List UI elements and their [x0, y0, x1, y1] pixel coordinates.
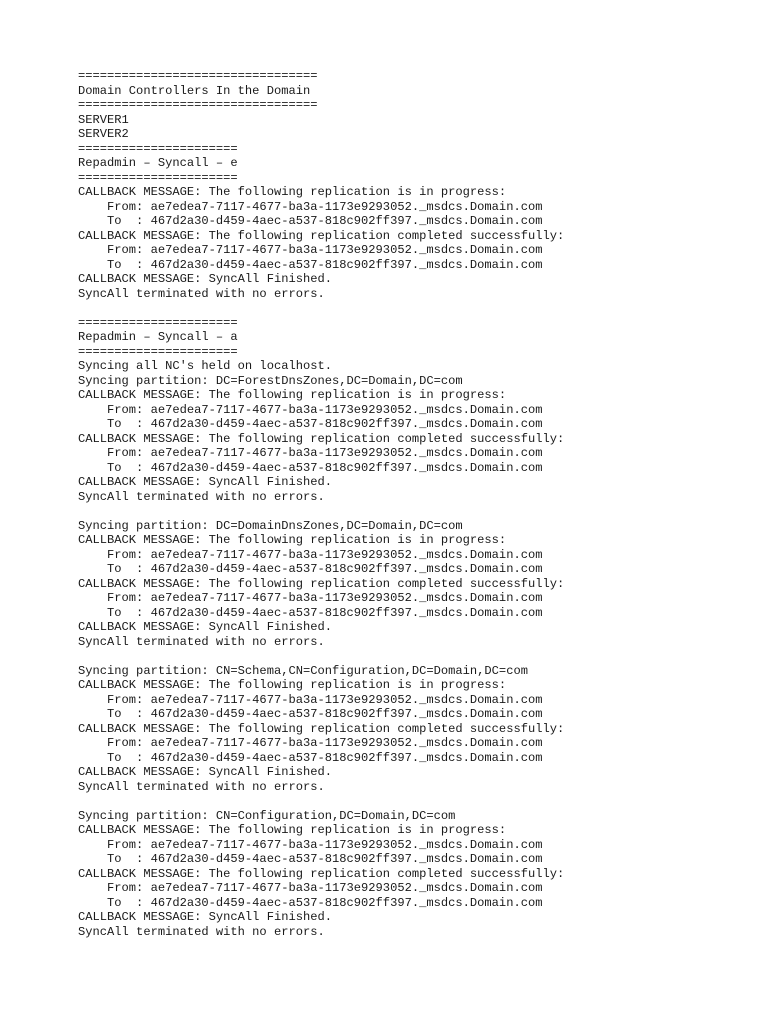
replication-endpoint-line: To : 467d2a30-d459-4aec-a537-818c902ff397._msdcs.Domain.com: [78, 562, 543, 576]
sync-result-line: SyncAll terminated with no errors.: [78, 634, 325, 649]
separator-line: ======================: [78, 344, 238, 359]
separator-line: =================================: [78, 69, 318, 83]
callback-message-line: CALLBACK MESSAGE: SyncAll Finished.: [78, 765, 333, 779]
callback-message-line: CALLBACK MESSAGE: SyncAll Finished.: [78, 475, 333, 489]
replication-endpoint-line: To : 467d2a30-d459-4aec-a537-818c902ff397._msdcs.Domain.com: [78, 257, 543, 272]
replication-endpoint-line: To : 467d2a30-d459-4aec-a537-818c902ff397._msdcs.Domain.com: [78, 852, 543, 866]
replication-endpoint-line: To : 467d2a30-d459-4aec-a537-818c902ff397._msdcs.Domain.com: [78, 605, 543, 620]
replication-endpoint-line: To : 467d2a30-d459-4aec-a537-818c902ff397._msdcs.Domain.com: [78, 707, 543, 721]
blank-line: [78, 794, 748, 809]
blank-line: [78, 649, 748, 664]
callback-message-line: CALLBACK MESSAGE: The following replication completed successfully:: [78, 228, 565, 243]
sync-result-line: SyncAll terminated with no errors.: [78, 489, 325, 504]
document-page: [78, 69, 748, 939]
separator-line: ======================: [78, 141, 238, 156]
sync-status-line: Syncing partition: CN=Schema,CN=Configuration,DC=Domain,DC=com: [78, 663, 528, 678]
replication-endpoint-line: To : 467d2a30-d459-4aec-a537-818c902ff397._msdcs.Domain.com: [78, 750, 543, 765]
callback-message-line: CALLBACK MESSAGE: The following replication completed successfully:: [78, 576, 565, 591]
blank-line: [78, 301, 748, 316]
section-heading: Repadmin – Syncall – e: [78, 156, 238, 170]
sync-status-line: Syncing partition: DC=ForestDnsZones,DC=Domain,DC=com: [78, 373, 463, 388]
callback-message-line: CALLBACK MESSAGE: The following replication completed successfully:: [78, 431, 565, 446]
callback-message-line: CALLBACK MESSAGE: The following replication is in progress:: [78, 533, 507, 547]
section-heading: Repadmin – Syncall – a: [78, 330, 238, 344]
blank-line: [78, 504, 748, 519]
server-name: SERVER1: [78, 112, 129, 127]
replication-endpoint-line: From: ae7edea7-7117-4677-ba3a-1173e9293052._msdcs.Domain.com: [78, 199, 543, 214]
sync-result-line: SyncAll terminated with no errors.: [78, 779, 325, 794]
sync-result-line: SyncAll terminated with no errors.: [78, 924, 325, 939]
separator-line: =================================: [78, 98, 318, 112]
callback-message-line: CALLBACK MESSAGE: The following replication completed successfully:: [78, 866, 565, 881]
replication-endpoint-line: To : 467d2a30-d459-4aec-a537-818c902ff397._msdcs.Domain.com: [78, 417, 543, 431]
server-name: SERVER2: [78, 127, 129, 141]
sync-status-line: Syncing partition: DC=DomainDnsZones,DC=Domain,DC=com: [78, 518, 463, 533]
callback-message-line: CALLBACK MESSAGE: The following replication is in progress:: [78, 388, 507, 402]
replication-endpoint-line: From: ae7edea7-7117-4677-ba3a-1173e9293052._msdcs.Domain.com: [78, 547, 543, 562]
callback-message-line: CALLBACK MESSAGE: SyncAll Finished.: [78, 910, 333, 924]
replication-endpoint-line: From: ae7edea7-7117-4677-ba3a-1173e9293052._msdcs.Domain.com: [78, 736, 543, 750]
replication-endpoint-line: From: ae7edea7-7117-4677-ba3a-1173e9293052._msdcs.Domain.com: [78, 837, 543, 852]
replication-endpoint-line: From: ae7edea7-7117-4677-ba3a-1173e9293052._msdcs.Domain.com: [78, 692, 543, 707]
replication-endpoint-line: To : 467d2a30-d459-4aec-a537-818c902ff397._msdcs.Domain.com: [78, 895, 543, 910]
replication-endpoint-line: To : 467d2a30-d459-4aec-a537-818c902ff397._msdcs.Domain.com: [78, 214, 543, 228]
replication-endpoint-line: From: ae7edea7-7117-4677-ba3a-1173e9293052._msdcs.Domain.com: [78, 591, 543, 605]
callback-message-line: CALLBACK MESSAGE: The following replication is in progress:: [78, 823, 507, 837]
replication-endpoint-line: To : 467d2a30-d459-4aec-a537-818c902ff397._msdcs.Domain.com: [78, 460, 543, 475]
replication-endpoint-line: From: ae7edea7-7117-4677-ba3a-1173e9293052._msdcs.Domain.com: [78, 881, 543, 895]
replication-endpoint-line: From: ae7edea7-7117-4677-ba3a-1173e9293052._msdcs.Domain.com: [78, 402, 543, 417]
sync-result-line: SyncAll terminated with no errors.: [78, 286, 325, 301]
separator-line: ======================: [78, 170, 238, 185]
separator-line: ======================: [78, 315, 238, 330]
callback-message-line: CALLBACK MESSAGE: The following replication is in progress:: [78, 185, 507, 199]
callback-message-line: CALLBACK MESSAGE: The following replication completed successfully:: [78, 721, 565, 736]
callback-message-line: CALLBACK MESSAGE: SyncAll Finished.: [78, 620, 333, 634]
sync-status-line: Syncing partition: CN=Configuration,DC=Domain,DC=com: [78, 808, 456, 823]
sync-status-line: Syncing all NC's held on localhost.: [78, 359, 333, 373]
replication-endpoint-line: From: ae7edea7-7117-4677-ba3a-1173e9293052._msdcs.Domain.com: [78, 243, 543, 257]
callback-message-line: CALLBACK MESSAGE: SyncAll Finished.: [78, 272, 333, 286]
section-heading: Domain Controllers In the Domain: [78, 83, 311, 98]
replication-endpoint-line: From: ae7edea7-7117-4677-ba3a-1173e9293052._msdcs.Domain.com: [78, 446, 543, 460]
callback-message-line: CALLBACK MESSAGE: The following replication is in progress:: [78, 678, 507, 692]
